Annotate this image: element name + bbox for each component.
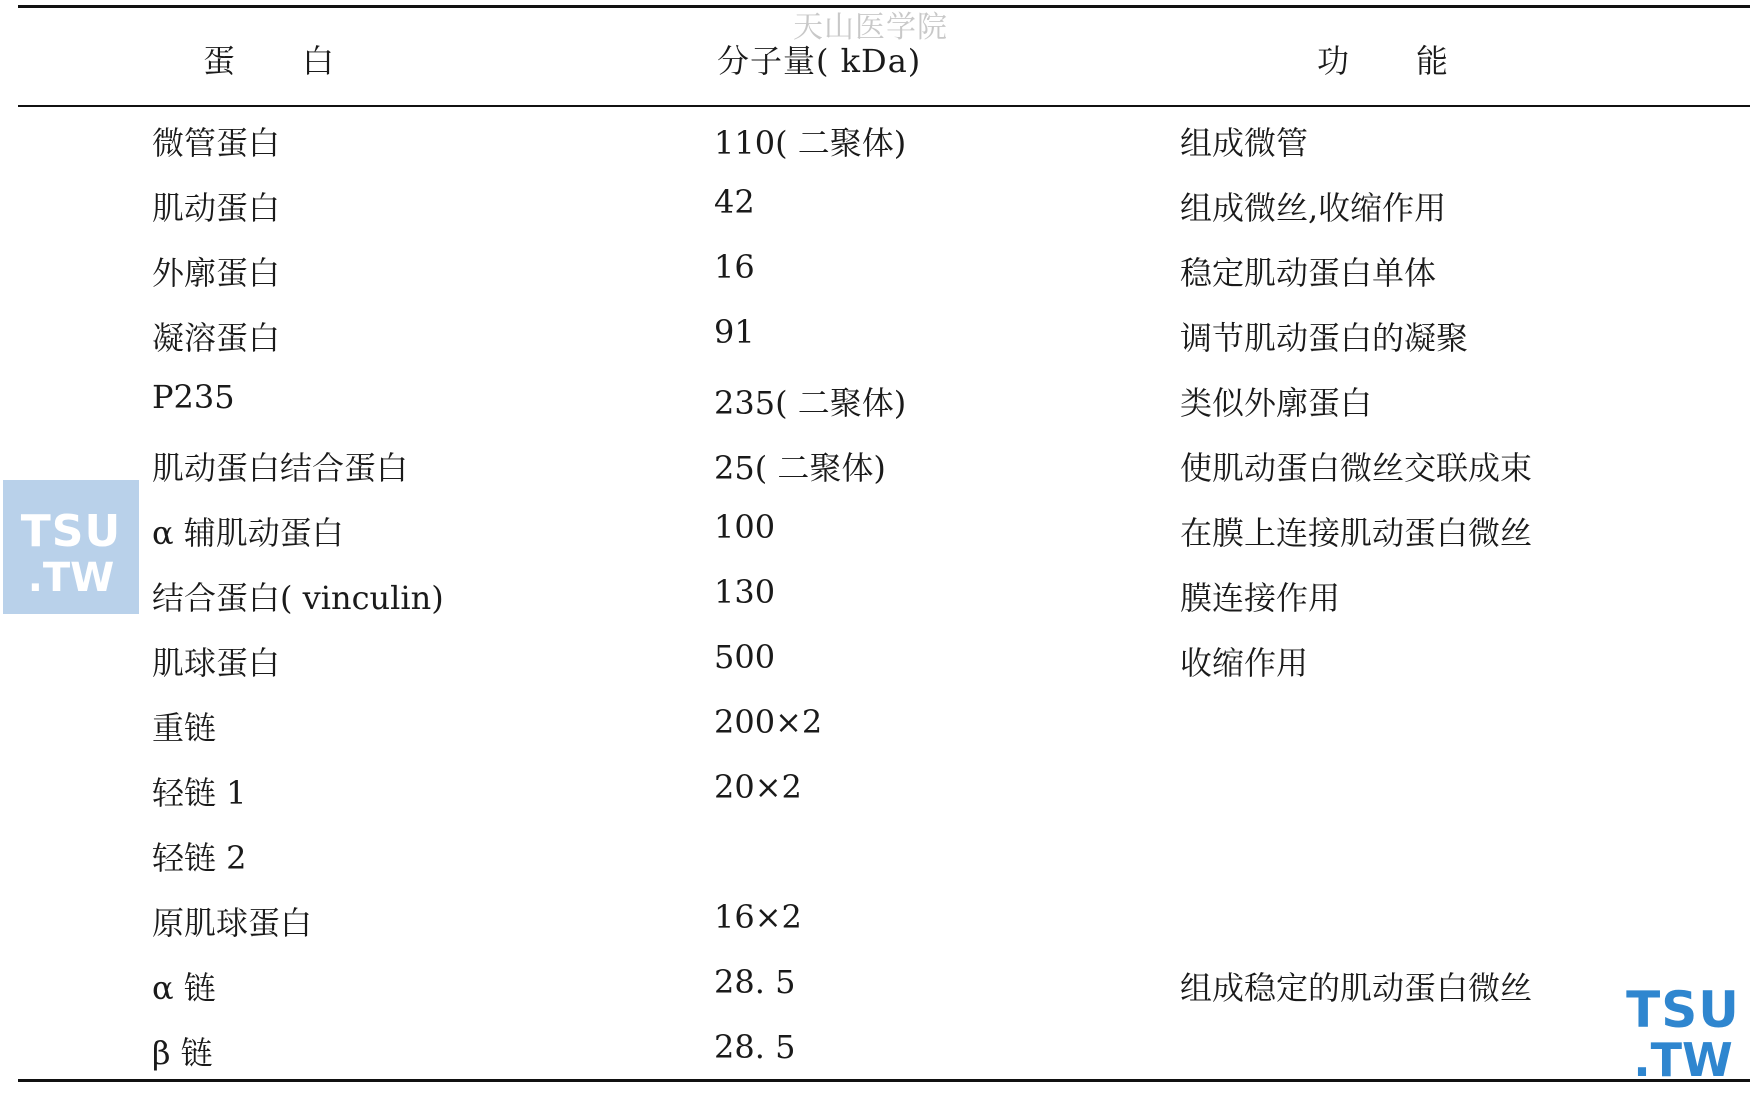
cell-mass: 42 xyxy=(714,183,755,221)
cell-function: 组成微丝,收缩作用 xyxy=(1180,189,1447,227)
cell-mass: 110( 二聚体) xyxy=(714,124,907,162)
cell-protein: 结合蛋白( vinculin) xyxy=(152,579,444,617)
header-protein: 蛋 白 xyxy=(203,42,336,80)
cell-function: 在膜上连接肌动蛋白微丝 xyxy=(1180,514,1533,552)
cell-protein: 凝溶蛋白 xyxy=(152,319,281,357)
table-bottom-rule xyxy=(18,1079,1750,1082)
table-row xyxy=(0,177,1755,242)
cell-protein: 肌球蛋白 xyxy=(152,644,281,682)
cell-mass: 16×2 xyxy=(714,898,802,936)
cell-mass: 28. 5 xyxy=(714,1028,796,1066)
cell-mass: 20×2 xyxy=(714,768,802,806)
table-header-rule xyxy=(18,105,1750,107)
cell-mass: 91 xyxy=(714,313,755,351)
cell-mass: 28. 5 xyxy=(714,963,796,1001)
cell-mass: 500 xyxy=(714,638,776,676)
cell-mass: 130 xyxy=(714,573,776,611)
logo-line2: .TW xyxy=(27,555,115,601)
cell-mass: 235( 二聚体) xyxy=(714,384,907,422)
tsu-logo-left xyxy=(3,480,139,614)
cell-function: 稳定肌动蛋白单体 xyxy=(1180,254,1437,292)
logo-line2: .TW xyxy=(1633,1033,1733,1087)
table-row xyxy=(0,567,1755,632)
table-row xyxy=(0,307,1755,372)
cell-function: 组成稳定的肌动蛋白微丝 xyxy=(1180,969,1533,1007)
cell-mass: 16 xyxy=(714,248,755,286)
header-mass: 分子量( kDa) xyxy=(717,42,922,80)
logo-line1: TSU xyxy=(1626,981,1740,1039)
cell-function: 收缩作用 xyxy=(1180,644,1309,682)
cell-protein: P235 xyxy=(152,378,235,416)
table-row xyxy=(0,1022,1755,1087)
cell-mass: 25( 二聚体) xyxy=(714,449,886,487)
cell-protein: 原肌球蛋白 xyxy=(152,904,313,942)
cell-protein: 重链 xyxy=(152,709,217,747)
cell-mass: 100 xyxy=(714,508,776,546)
cell-protein: β 链 xyxy=(152,1034,213,1072)
table-row xyxy=(0,112,1755,177)
table-row xyxy=(0,242,1755,307)
table-row xyxy=(0,632,1755,697)
table-row xyxy=(0,502,1755,567)
tsu-logo-right xyxy=(1618,981,1748,1090)
table-row xyxy=(0,892,1755,957)
cell-function: 调节肌动蛋白的凝聚 xyxy=(1180,319,1469,357)
table-row xyxy=(0,697,1755,762)
cell-function: 膜连接作用 xyxy=(1180,579,1341,617)
cell-function: 组成微管 xyxy=(1180,124,1309,162)
cell-function: 使肌动蛋白微丝交联成束 xyxy=(1180,449,1533,487)
cell-function: 类似外廓蛋白 xyxy=(1180,384,1373,422)
cell-protein: 肌动蛋白 xyxy=(152,189,281,227)
cell-protein: 轻链 1 xyxy=(152,774,247,812)
table-row xyxy=(0,957,1755,1022)
watermark-text: 天山医学院 xyxy=(793,10,948,45)
header-function: 功 能 xyxy=(1317,42,1450,80)
table-row xyxy=(0,762,1755,827)
cell-protein: 肌动蛋白结合蛋白 xyxy=(152,449,409,487)
cell-mass: 200×2 xyxy=(714,703,823,741)
cell-protein: 外廓蛋白 xyxy=(152,254,281,292)
cell-protein: 轻链 2 xyxy=(152,839,247,877)
logo-line1: TSU xyxy=(20,506,122,557)
table-row xyxy=(0,827,1755,892)
cell-protein: 微管蛋白 xyxy=(152,124,281,162)
table-row xyxy=(0,437,1755,502)
cell-protein: α 链 xyxy=(152,969,216,1007)
table-body xyxy=(0,112,1755,1087)
table-row xyxy=(0,372,1755,437)
cell-protein: α 辅肌动蛋白 xyxy=(152,514,344,552)
